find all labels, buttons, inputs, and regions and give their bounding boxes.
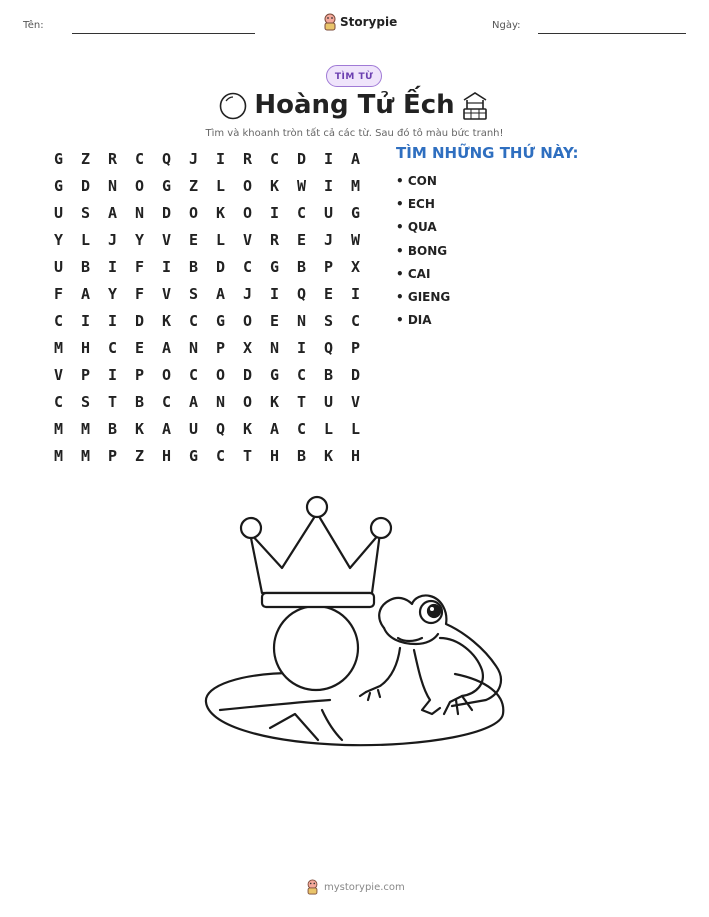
- grid-row: [45, 146, 369, 173]
- grid-letter[interactable]: I: [323, 150, 334, 168]
- grid-letter[interactable]: V: [53, 366, 64, 384]
- grid-letter[interactable]: H: [161, 447, 172, 465]
- word-search-badge: TÌM TỪ: [326, 65, 382, 87]
- lily-pad-shape: [206, 673, 503, 745]
- instructions: Tìm và khoanh tròn tất cả các từ. Sau đó tô màu bức tranh!: [205, 128, 504, 139]
- grid-letter[interactable]: H: [350, 447, 361, 465]
- grid-letter[interactable]: A: [161, 420, 172, 438]
- grid-letter[interactable]: I: [350, 285, 361, 303]
- date-label: Ngày:: [492, 20, 521, 31]
- brand: [323, 13, 397, 31]
- grid-letter[interactable]: G: [350, 204, 361, 222]
- word-list-item: • DIA: [396, 313, 432, 328]
- grid-letter[interactable]: L: [215, 177, 226, 195]
- grid-letter[interactable]: C: [188, 312, 199, 330]
- grid-letter[interactable]: D: [296, 150, 307, 168]
- grid-letter[interactable]: C: [107, 339, 118, 357]
- frog-prince-illustration: [200, 488, 510, 753]
- grid-letter[interactable]: X: [350, 258, 361, 276]
- word-list-item: • BONG: [396, 243, 448, 258]
- grid-letter[interactable]: L: [80, 231, 91, 249]
- grid-letter[interactable]: C: [188, 366, 199, 384]
- grid-letter[interactable]: F: [134, 258, 145, 276]
- well-icon: [461, 91, 489, 121]
- grid-letter[interactable]: G: [269, 366, 280, 384]
- grid-letter[interactable]: R: [107, 150, 118, 168]
- grid-letter[interactable]: P: [134, 366, 145, 384]
- word-list-item: • GIENG: [396, 289, 451, 304]
- grid-letter[interactable]: O: [242, 312, 253, 330]
- grid-letter[interactable]: C: [242, 258, 253, 276]
- grid-letter[interactable]: B: [107, 420, 118, 438]
- grid-letter[interactable]: I: [80, 312, 91, 330]
- grid-row: [45, 389, 369, 416]
- grid-letter[interactable]: Z: [188, 177, 199, 195]
- letter-grid: [45, 146, 369, 470]
- grid-letter[interactable]: D: [134, 312, 145, 330]
- grid-letter[interactable]: F: [134, 285, 145, 303]
- grid-letter[interactable]: K: [161, 312, 172, 330]
- grid-letter[interactable]: A: [350, 150, 361, 168]
- grid-letter[interactable]: B: [188, 258, 199, 276]
- word-list-item: • ECH: [396, 197, 435, 212]
- grid-letter[interactable]: S: [80, 204, 91, 222]
- grid-letter[interactable]: L: [350, 420, 361, 438]
- grid-letter[interactable]: F: [53, 285, 64, 303]
- grid-letter[interactable]: G: [161, 177, 172, 195]
- grid-letter[interactable]: I: [269, 285, 280, 303]
- grid-letter[interactable]: U: [53, 204, 64, 222]
- grid-letter[interactable]: K: [323, 447, 334, 465]
- frog-shape: [360, 595, 501, 714]
- grid-letter[interactable]: C: [134, 150, 145, 168]
- grid-letter[interactable]: E: [188, 231, 199, 249]
- grid-letter[interactable]: D: [242, 366, 253, 384]
- grid-letter[interactable]: G: [53, 177, 64, 195]
- grid-letter[interactable]: Z: [134, 447, 145, 465]
- grid-letter[interactable]: P: [350, 339, 361, 357]
- word-list-item: • CON: [396, 174, 437, 188]
- grid-letter[interactable]: G: [269, 258, 280, 276]
- grid-letter[interactable]: N: [269, 339, 280, 357]
- grid-letter[interactable]: B: [296, 258, 307, 276]
- grid-letter[interactable]: I: [107, 366, 118, 384]
- grid-letter[interactable]: M: [350, 177, 361, 195]
- grid-letter[interactable]: H: [80, 339, 91, 357]
- grid-letter[interactable]: S: [188, 285, 199, 303]
- grid-letter[interactable]: B: [323, 366, 334, 384]
- grid-letter[interactable]: C: [296, 204, 307, 222]
- grid-letter[interactable]: N: [107, 177, 118, 195]
- grid-letter[interactable]: O: [215, 366, 226, 384]
- grid-letter[interactable]: Y: [53, 231, 64, 249]
- grid-letter[interactable]: K: [269, 177, 280, 195]
- grid-letter[interactable]: L: [215, 231, 226, 249]
- grid-row: [45, 443, 369, 470]
- grid-letter[interactable]: B: [80, 258, 91, 276]
- grid-letter[interactable]: M: [53, 420, 64, 438]
- grid-letter[interactable]: C: [350, 312, 361, 330]
- grid-row: [45, 254, 369, 281]
- grid-letter[interactable]: I: [215, 150, 226, 168]
- grid-letter[interactable]: M: [53, 447, 64, 465]
- grid-letter[interactable]: Q: [296, 285, 307, 303]
- grid-letter[interactable]: C: [215, 447, 226, 465]
- word-list: [396, 170, 450, 332]
- grid-letter[interactable]: T: [107, 393, 118, 411]
- grid-letter[interactable]: E: [323, 285, 334, 303]
- grid-letter[interactable]: U: [323, 204, 334, 222]
- grid-letter[interactable]: L: [323, 420, 334, 438]
- grid-letter[interactable]: K: [215, 204, 226, 222]
- name-line: [72, 33, 255, 34]
- grid-letter[interactable]: M: [53, 339, 64, 357]
- name-label: Tên:: [23, 20, 44, 31]
- grid-row: [45, 416, 369, 443]
- grid-letter[interactable]: A: [188, 393, 199, 411]
- grid-letter[interactable]: N: [215, 393, 226, 411]
- grid-letter[interactable]: W: [296, 177, 307, 195]
- grid-letter[interactable]: U: [188, 420, 199, 438]
- word-list-item: • CAI: [396, 266, 431, 281]
- grid-letter[interactable]: E: [269, 312, 280, 330]
- grid-letter[interactable]: T: [296, 393, 307, 411]
- grid-letter[interactable]: J: [242, 285, 253, 303]
- grid-letter[interactable]: D: [80, 177, 91, 195]
- grid-letter[interactable]: W: [350, 231, 361, 249]
- grid-row: [45, 281, 369, 308]
- grid-letter[interactable]: Z: [80, 150, 91, 168]
- grid-letter[interactable]: H: [269, 447, 280, 465]
- grid-letter[interactable]: K: [269, 393, 280, 411]
- grid-row: [45, 362, 369, 389]
- grid-letter[interactable]: I: [323, 177, 334, 195]
- grid-letter[interactable]: S: [323, 312, 334, 330]
- grid-letter[interactable]: U: [53, 258, 64, 276]
- grid-letter[interactable]: T: [242, 447, 253, 465]
- grid-letter[interactable]: P: [323, 258, 334, 276]
- footer-url: mystorypie.com: [324, 881, 405, 893]
- grid-row: [45, 308, 369, 335]
- storypie-logo-icon: [323, 13, 337, 31]
- grid-letter[interactable]: C: [296, 366, 307, 384]
- grid-letter[interactable]: V: [161, 285, 172, 303]
- grid-letter[interactable]: A: [107, 204, 118, 222]
- grid-letter[interactable]: C: [269, 150, 280, 168]
- word-list-item: • QUA: [396, 220, 437, 235]
- word-list-title: TÌM NHỮNG THỨ NÀY:: [396, 144, 579, 162]
- grid-letter[interactable]: O: [242, 393, 253, 411]
- grid-letter[interactable]: V: [161, 231, 172, 249]
- grid-letter[interactable]: K: [242, 420, 253, 438]
- grid-letter[interactable]: A: [80, 285, 91, 303]
- grid-letter[interactable]: G: [53, 150, 64, 168]
- footer: [306, 879, 405, 895]
- grid-letter[interactable]: N: [296, 312, 307, 330]
- grid-letter[interactable]: G: [215, 312, 226, 330]
- grid-letter[interactable]: D: [215, 258, 226, 276]
- grid-row: [45, 200, 369, 227]
- grid-letter[interactable]: S: [80, 393, 91, 411]
- grid-letter[interactable]: O: [161, 366, 172, 384]
- grid-letter[interactable]: K: [134, 420, 145, 438]
- grid-row: [45, 173, 369, 200]
- grid-letter[interactable]: Q: [215, 420, 226, 438]
- grid-letter[interactable]: I: [107, 258, 118, 276]
- grid-letter[interactable]: Q: [323, 339, 334, 357]
- grid-letter[interactable]: B: [134, 393, 145, 411]
- grid-letter[interactable]: A: [269, 420, 280, 438]
- grid-letter[interactable]: C: [161, 393, 172, 411]
- grid-letter[interactable]: O: [242, 177, 253, 195]
- page-title: Hoàng Tử Ếch: [254, 90, 455, 120]
- grid-letter[interactable]: O: [188, 204, 199, 222]
- grid-letter[interactable]: P: [80, 366, 91, 384]
- ball-shape: [274, 606, 358, 690]
- grid-letter[interactable]: Q: [161, 150, 172, 168]
- grid-letter[interactable]: D: [350, 366, 361, 384]
- grid-letter[interactable]: N: [134, 204, 145, 222]
- grid-letter[interactable]: I: [161, 258, 172, 276]
- grid-letter[interactable]: O: [242, 204, 253, 222]
- grid-letter[interactable]: X: [242, 339, 253, 357]
- grid-letter[interactable]: V: [350, 393, 361, 411]
- grid-letter[interactable]: P: [215, 339, 226, 357]
- grid-letter[interactable]: M: [80, 447, 91, 465]
- brand-name: Storypie: [340, 15, 398, 29]
- grid-letter[interactable]: C: [53, 393, 64, 411]
- grid-letter[interactable]: C: [296, 420, 307, 438]
- grid-letter[interactable]: M: [80, 420, 91, 438]
- grid-letter[interactable]: P: [107, 447, 118, 465]
- grid-letter[interactable]: C: [53, 312, 64, 330]
- grid-letter[interactable]: E: [296, 231, 307, 249]
- grid-letter[interactable]: N: [188, 339, 199, 357]
- grid-letter[interactable]: D: [161, 204, 172, 222]
- storypie-logo-icon: [306, 879, 319, 895]
- grid-row: [45, 335, 369, 362]
- grid-letter[interactable]: I: [269, 204, 280, 222]
- date-line: [538, 33, 686, 34]
- grid-letter[interactable]: J: [323, 231, 334, 249]
- grid-letter[interactable]: Y: [134, 231, 145, 249]
- grid-letter[interactable]: A: [161, 339, 172, 357]
- grid-letter[interactable]: J: [107, 231, 118, 249]
- grid-letter[interactable]: O: [134, 177, 145, 195]
- crown-shape: [241, 497, 391, 607]
- grid-letter[interactable]: G: [188, 447, 199, 465]
- grid-row: [45, 227, 369, 254]
- grid-letter[interactable]: E: [134, 339, 145, 357]
- grid-letter[interactable]: I: [296, 339, 307, 357]
- grid-letter[interactable]: V: [242, 231, 253, 249]
- grid-letter[interactable]: R: [269, 231, 280, 249]
- grid-letter[interactable]: A: [215, 285, 226, 303]
- grid-letter[interactable]: U: [323, 393, 334, 411]
- grid-letter[interactable]: R: [242, 150, 253, 168]
- grid-letter[interactable]: J: [188, 150, 199, 168]
- grid-letter[interactable]: B: [296, 447, 307, 465]
- grid-letter[interactable]: Y: [107, 285, 118, 303]
- grid-letter[interactable]: I: [107, 312, 118, 330]
